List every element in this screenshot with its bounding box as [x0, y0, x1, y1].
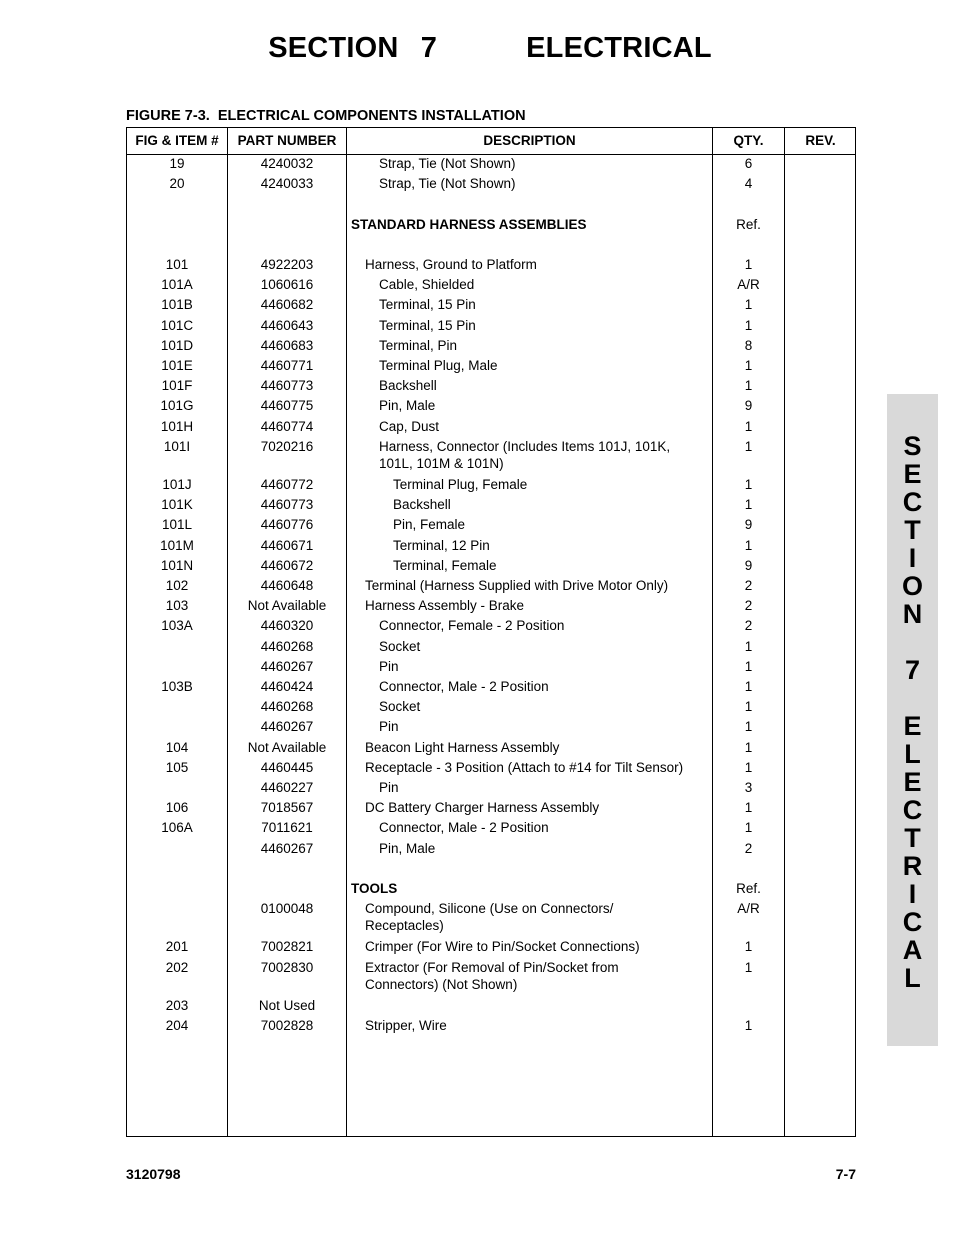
description-cell: Pin	[379, 780, 399, 795]
part-number-cell: 4460267	[260, 658, 314, 674]
part-number-cell: 4460776	[260, 517, 314, 533]
fig-item-cell: 20	[169, 176, 185, 192]
side-tab-letter: E	[903, 711, 922, 741]
side-tab-letter: N	[902, 599, 923, 629]
fig-item-cell: 101M	[160, 537, 194, 553]
qty-cell: 8	[744, 337, 753, 353]
qty-cell: A/R	[737, 901, 760, 917]
part-number-cell: 4460268	[260, 638, 314, 654]
part-number-cell: 4460445	[260, 759, 314, 775]
qty-cell: 1	[744, 679, 753, 694]
qty-cell: 2	[744, 840, 753, 856]
qty-cell: Ref.	[736, 216, 761, 232]
qty-cell: 1	[744, 497, 753, 513]
part-number-cell: 4460424	[260, 679, 314, 694]
part-number-cell: 4460267	[260, 719, 314, 735]
qty-cell: 9	[744, 398, 753, 414]
side-tab-letter: 7	[904, 655, 921, 685]
part-number-cell: 7002828	[260, 1018, 314, 1033]
description-cell: Beacon Light Harness Assembly	[365, 739, 560, 755]
qty-cell: 2	[744, 578, 753, 593]
qty-cell: 1	[744, 820, 753, 836]
col-header-qty: QTY.	[733, 133, 764, 148]
qty-cell: 1	[744, 358, 753, 373]
qty-cell: 1	[744, 658, 753, 674]
part-number-cell: 4460774	[260, 418, 314, 434]
qty-cell: 1	[744, 638, 753, 654]
side-tab-letter: R	[902, 851, 923, 881]
side-tab-letter: C	[902, 487, 923, 517]
part-number-cell: 4240033	[260, 176, 314, 192]
parts-table	[126, 127, 856, 1137]
description-cell: Receptacle - 3 Position (Attach to #14 for Tilt Sensor)	[365, 759, 684, 775]
description-cell: Terminal Plug, Female	[393, 477, 528, 492]
description-cell: Crimper (For Wire to Pin/Socket Connections)	[365, 939, 640, 955]
description-cell: Terminal, Pin	[379, 337, 458, 353]
col-header-rev: REV.	[805, 133, 836, 148]
part-number-cell: 7020216	[260, 438, 314, 454]
part-number-cell: 4460672	[260, 557, 314, 573]
part-number-cell: 4460227	[260, 780, 314, 795]
description-cell: Harness Assembly - Brake	[365, 598, 525, 614]
qty-cell: 1	[744, 759, 753, 775]
description-cell: Terminal, 15 Pin	[379, 297, 476, 313]
description-cell: Strap, Tie (Not Shown)	[379, 156, 516, 171]
fig-item-cell: 19	[169, 156, 185, 171]
fig-item-cell: 101G	[160, 398, 194, 414]
side-tab-letter: O	[901, 571, 923, 601]
description-cell: Pin	[379, 719, 399, 735]
fig-item-cell: 101D	[160, 337, 194, 353]
fig-item-cell: 101L	[161, 517, 193, 533]
description-cell-continued: Connectors) (Not Shown)	[365, 976, 518, 992]
qty-cell: 2	[744, 598, 753, 614]
part-number-cell: 4460320	[260, 618, 314, 634]
fig-item-cell: 101N	[160, 557, 194, 573]
qty-cell: 9	[744, 517, 753, 533]
fig-item-cell: 201	[165, 939, 189, 955]
qty-cell: 1	[744, 739, 753, 755]
section-title: SECTION 7 ELECTRICAL	[268, 32, 712, 64]
col-header-description: DESCRIPTION	[483, 133, 576, 148]
description-cell: Pin, Female	[393, 517, 466, 533]
part-number-cell: 4922203	[260, 257, 314, 272]
fig-item-cell: 101J	[162, 477, 192, 492]
description-cell: Stripper, Wire	[365, 1018, 447, 1033]
col-header-fig-item: FIG & ITEM #	[135, 133, 219, 148]
section-side-tab	[887, 394, 938, 1046]
description-cell: STANDARD HARNESS ASSEMBLIES	[351, 216, 587, 232]
fig-item-cell: 103	[165, 598, 189, 614]
description-cell: Harness, Ground to Platform	[365, 257, 537, 272]
side-tab-letter: I	[908, 543, 917, 573]
qty-cell: 1	[744, 800, 753, 816]
fig-item-cell: 103A	[161, 618, 193, 634]
qty-cell: 1	[744, 477, 753, 492]
qty-cell: Ref.	[736, 881, 761, 896]
description-cell-continued: Receptacles)	[365, 918, 444, 934]
page-number: 7-7	[835, 1166, 856, 1182]
part-number-cell: Not Used	[258, 997, 316, 1013]
qty-cell: 4	[744, 176, 753, 192]
part-number-cell: 0100048	[260, 901, 314, 917]
part-number-cell: 4460771	[260, 358, 314, 373]
qty-cell: 1	[744, 297, 753, 313]
part-number-cell: 4460772	[260, 477, 314, 492]
description-cell: DC Battery Charger Harness Assembly	[365, 800, 600, 816]
part-number-cell: 4460267	[260, 840, 314, 856]
qty-cell: 1	[744, 438, 753, 454]
description-cell: Extractor (For Removal of Pin/Socket from	[365, 959, 619, 975]
part-number-cell: 7011621	[261, 820, 313, 836]
part-number-cell: 4460643	[260, 317, 314, 333]
qty-cell: 1	[744, 537, 753, 553]
fig-item-cell: 101A	[161, 277, 193, 293]
part-number-cell: 4460682	[260, 297, 314, 313]
part-number-cell: 4460268	[260, 699, 314, 715]
description-cell: Connector, Female - 2 Position	[379, 618, 565, 634]
description-cell: Cable, Shielded	[379, 277, 475, 293]
part-number-cell: 7002821	[260, 939, 314, 955]
qty-cell: 1	[744, 378, 753, 394]
part-number-cell: 4460775	[260, 398, 314, 414]
description-cell: Backshell	[379, 378, 437, 394]
fig-item-cell: 103B	[161, 679, 193, 694]
part-number-cell: 1060616	[260, 277, 314, 293]
qty-cell: 1	[744, 699, 753, 715]
fig-item-cell: 101H	[160, 418, 194, 434]
description-cell: Socket	[379, 699, 421, 715]
description-cell: Compound, Silicone (Use on Connectors/	[365, 901, 614, 917]
fig-item-cell: 202	[165, 959, 189, 975]
description-cell-continued: 101L, 101M & 101N)	[379, 455, 504, 471]
fig-item-cell: 101	[165, 257, 189, 272]
figure-title: FIGURE 7-3. ELECTRICAL COMPONENTS INSTALLATION	[126, 108, 526, 124]
side-tab-letter: A	[902, 935, 923, 965]
part-number-cell: 4460648	[260, 578, 314, 593]
side-tab-letter: S	[903, 431, 922, 461]
side-tab-letter: E	[903, 767, 922, 797]
fig-item-cell: 101B	[161, 297, 193, 313]
qty-cell: 1	[744, 1018, 753, 1033]
qty-cell: 3	[744, 780, 753, 795]
side-tab-letter: I	[908, 879, 917, 909]
fig-item-cell: 203	[165, 997, 189, 1013]
fig-item-cell: 105	[165, 759, 189, 775]
fig-item-cell: 104	[165, 739, 189, 755]
part-number-cell: 4460773	[260, 378, 314, 394]
fig-item-cell: 106A	[161, 820, 193, 836]
side-tab-letter: T	[904, 515, 921, 545]
description-cell: Terminal, Female	[393, 557, 497, 573]
fig-item-cell: 101E	[161, 358, 193, 373]
description-cell: Backshell	[393, 497, 451, 513]
part-number-cell: Not Available	[247, 739, 327, 755]
description-cell: TOOLS	[351, 881, 398, 896]
fig-item-cell: 101I	[163, 438, 191, 454]
side-tab-letter: C	[902, 907, 923, 937]
description-cell: Pin, Male	[379, 398, 436, 414]
part-number-cell: 4460773	[260, 497, 314, 513]
description-cell: Harness, Connector (Includes Items 101J, 101K,	[379, 438, 671, 454]
part-number-cell: 7002830	[260, 959, 314, 975]
qty-cell: 1	[744, 719, 753, 735]
doc-number: 3120798	[126, 1166, 181, 1182]
side-tab-letter: E	[903, 459, 922, 489]
part-number-cell: 7018567	[260, 800, 314, 816]
description-cell: Terminal, 15 Pin	[379, 317, 476, 333]
part-number-cell: 4460671	[260, 537, 314, 553]
side-tab-letter: L	[904, 739, 921, 769]
side-tab-letter: T	[904, 823, 921, 853]
description-cell: Pin	[379, 658, 399, 674]
fig-item-cell: 101F	[161, 378, 193, 394]
side-tab-letter: L	[904, 963, 921, 993]
fig-item-cell: 101K	[161, 497, 193, 513]
qty-cell: 1	[744, 257, 753, 272]
column-divider	[784, 128, 785, 1136]
description-cell: Pin, Male	[379, 840, 436, 856]
part-number-cell: 4460683	[260, 337, 314, 353]
side-tab-letter: C	[902, 795, 923, 825]
qty-cell: 6	[744, 156, 753, 171]
part-number-cell: Not Available	[247, 598, 327, 614]
fig-item-cell: 102	[165, 578, 189, 593]
description-cell: Socket	[379, 638, 421, 654]
qty-cell: 2	[744, 618, 753, 634]
fig-item-cell: 204	[165, 1018, 189, 1033]
fig-item-cell: 101C	[160, 317, 194, 333]
description-cell: Terminal Plug, Male	[379, 358, 498, 373]
qty-cell: 9	[744, 557, 753, 573]
description-cell: Connector, Male - 2 Position	[379, 820, 549, 836]
qty-cell: 1	[744, 959, 753, 975]
description-cell: Terminal (Harness Supplied with Drive Motor Only)	[365, 578, 669, 593]
part-number-cell: 4240032	[260, 156, 314, 171]
description-cell: Connector, Male - 2 Position	[379, 679, 549, 694]
qty-cell: A/R	[737, 277, 760, 293]
description-cell: Terminal, 12 Pin	[393, 537, 490, 553]
qty-cell: 1	[744, 418, 753, 434]
qty-cell: 1	[744, 317, 753, 333]
col-header-part-number: PART NUMBER	[237, 133, 337, 148]
description-cell: Cap, Dust	[379, 418, 440, 434]
qty-cell: 1	[744, 939, 753, 955]
description-cell: Strap, Tie (Not Shown)	[379, 176, 516, 192]
fig-item-cell: 106	[165, 800, 189, 816]
